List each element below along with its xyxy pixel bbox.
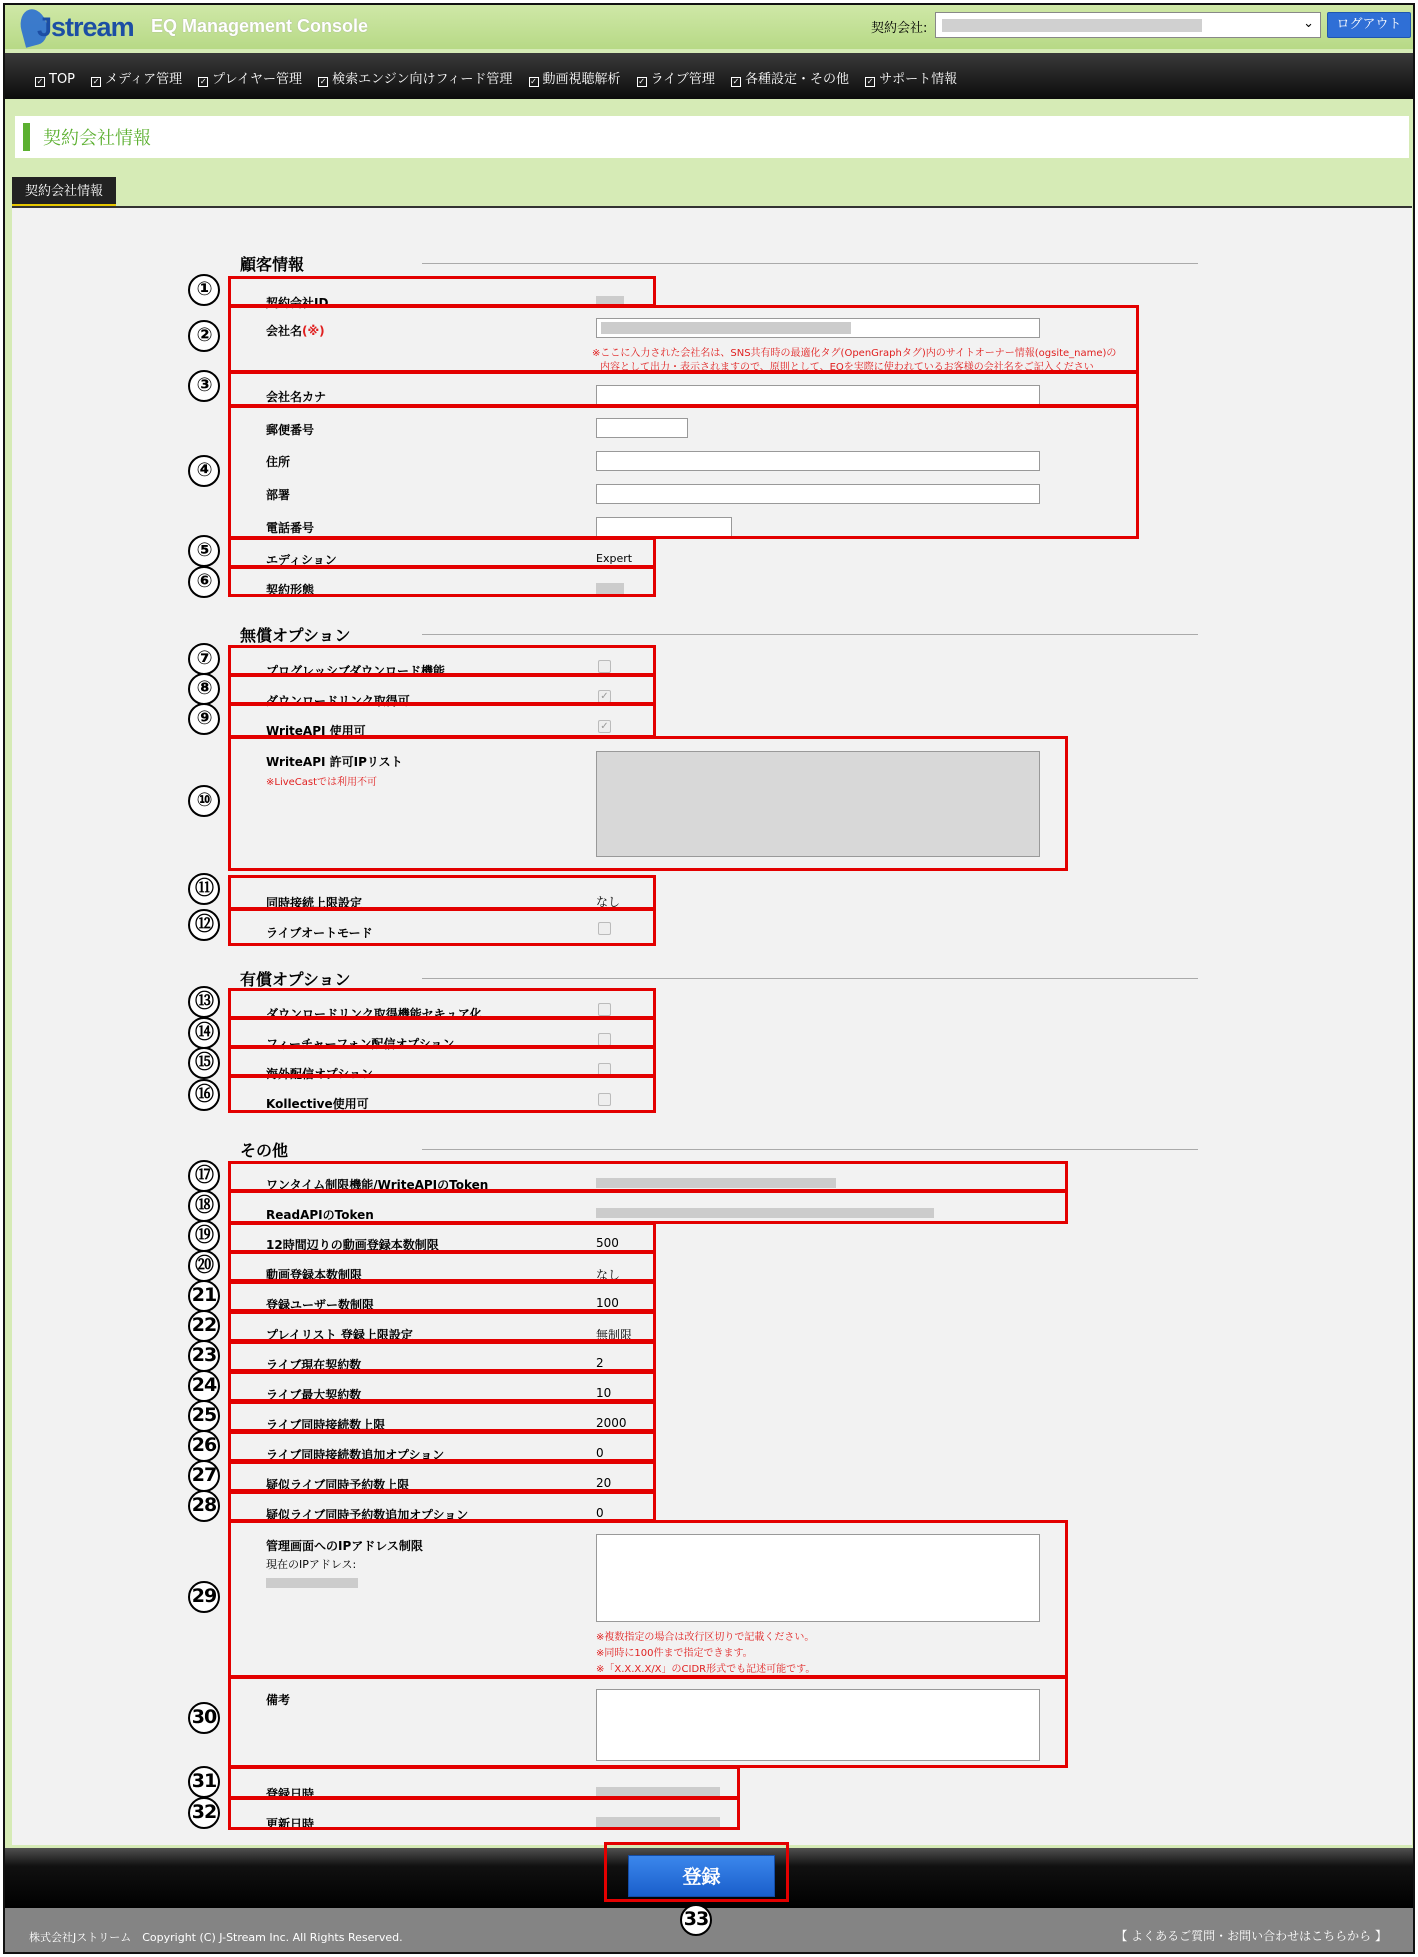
- marker-31: 31: [188, 1766, 220, 1798]
- user-limit-label: 登録ユーザー数制限: [266, 1298, 375, 1312]
- current-ip-label: 現在のIPアドレス:: [266, 1558, 357, 1571]
- annotation-box-4: [228, 405, 1139, 539]
- annotation-box-10: [228, 736, 1068, 871]
- register-button[interactable]: 登録: [628, 1855, 775, 1897]
- marker-30: 30: [188, 1702, 220, 1734]
- annotation-box-32: [228, 1797, 740, 1830]
- annotation-box-33: [604, 1842, 789, 1902]
- annotation-box-23: [228, 1341, 656, 1372]
- checkbox-icon: ✓: [866, 77, 874, 86]
- logo-text: Jstream: [37, 12, 134, 42]
- company-select-label: 契約会社:: [871, 21, 928, 36]
- live-max-value: 10: [596, 1386, 612, 1400]
- marker-16: ⑯: [188, 1079, 220, 1111]
- marker-19: ⑲: [188, 1220, 220, 1252]
- marker-13: ⑬: [188, 986, 220, 1018]
- nav-item-player[interactable]: ✓ プレイヤー管理: [199, 72, 303, 87]
- annotation-box-12: [228, 908, 656, 946]
- checkbox-icon: ✓: [319, 77, 327, 86]
- annotation-box-17: [228, 1161, 1068, 1192]
- company-name-note-2: 内容として出力・表示されますので、原則として、EQを実際に使われているお客様の会社名をご記入ください: [600, 362, 1094, 373]
- marker-29: 29: [188, 1581, 220, 1613]
- ip-note-1: ※複数指定の場合は改行区切りで記載ください。: [596, 1632, 815, 1643]
- live-concurrent-value: 2000: [596, 1416, 627, 1430]
- company-select-value-masked: [942, 19, 1202, 32]
- checkbox-icon: ✓: [92, 77, 100, 86]
- playlist-limit-label: プレイリスト 登録上限設定: [266, 1328, 413, 1342]
- live-concurrent-label: ライブ同時接続数上限: [266, 1418, 386, 1432]
- postal-code-label: 郵便番号: [266, 423, 315, 437]
- annotation-box-6: [228, 566, 656, 597]
- writeapi-label: WriteAPI 使用可: [266, 724, 366, 738]
- marker-5: ⑤: [188, 535, 220, 567]
- marker-20: ⑳: [188, 1250, 220, 1282]
- nav-item-settings[interactable]: ✓ 各種設定・その他: [732, 72, 849, 87]
- checkbox-icon: ✓: [638, 77, 645, 86]
- company-kana-label: 会社名カナ: [266, 390, 327, 404]
- section-title-free-options: 無償オプション: [240, 626, 351, 645]
- marker-14: ⑭: [188, 1017, 220, 1049]
- marker-15: ⑮: [188, 1047, 220, 1079]
- updated-label: 更新日時: [266, 1817, 315, 1831]
- annotation-box-15: [228, 1046, 656, 1077]
- section-title-customer: 顧客情報: [240, 255, 305, 274]
- annotation-box-20: [228, 1251, 656, 1282]
- annotation-box-7: [228, 645, 656, 676]
- onetime-token-label: ワンタイム制限機能/WriteAPIのToken: [266, 1178, 489, 1192]
- upload-limit-value: なし: [596, 1268, 621, 1282]
- checkbox-icon: ✓: [530, 77, 537, 86]
- live-auto-mode-label: ライブオートモード: [266, 926, 373, 940]
- checkbox-icon: ✓: [199, 77, 207, 86]
- concurrent-limit-label: 同時接続上限設定: [266, 896, 363, 910]
- download-link-label: ダウンロードリンク取得可: [266, 694, 410, 708]
- annotation-box-18: [228, 1190, 1068, 1224]
- concurrent-limit-value: なし: [596, 895, 621, 909]
- marker-4: ④: [188, 455, 220, 487]
- annotation-box-16: [228, 1075, 656, 1113]
- nav-item-support[interactable]: ✓ サポート情報: [866, 72, 958, 87]
- annotation-box-3: [228, 371, 1139, 407]
- upload-12h-label: 12時間辺りの動画登録本数制限: [266, 1238, 439, 1252]
- phone-label: 電話番号: [266, 521, 315, 535]
- created-label: 登録日時: [266, 1787, 315, 1801]
- jstream-logo: [15, 9, 135, 45]
- marker-9: ⑨: [188, 703, 220, 735]
- department-label: 部署: [266, 488, 291, 502]
- page-title: 契約会社情報: [43, 128, 151, 149]
- marker-28: 28: [188, 1490, 220, 1522]
- section-title-other: その他: [240, 1141, 289, 1160]
- upload-12h-value: 500: [596, 1236, 619, 1250]
- console-title: EQ Management Console: [151, 16, 369, 36]
- marker-12: ⑫: [188, 909, 220, 941]
- annotation-box-22: [228, 1311, 656, 1342]
- annotation-box-11: [228, 875, 656, 910]
- nav-item-feed[interactable]: ✓ 検索エンジン向けフィード管理: [319, 72, 513, 87]
- live-concurrent-add-label: ライブ同時接続数追加オプション: [266, 1448, 445, 1462]
- annotation-box-9: [228, 703, 656, 738]
- section-divider: [422, 263, 1198, 264]
- marker-10: ⑩: [188, 785, 220, 817]
- nav-item-analytics[interactable]: ✓ 動画視聴解析: [530, 72, 621, 87]
- marker-17: ⑰: [188, 1160, 220, 1192]
- tab-contract-info[interactable]: 契約会社情報: [12, 177, 116, 207]
- section-divider: [422, 978, 1198, 979]
- chevron-down-icon: ⌄: [1303, 16, 1314, 31]
- annotation-box-28: [228, 1491, 656, 1522]
- ip-note-2: ※同時に100件まで指定できます。: [596, 1648, 753, 1659]
- annotation-box-14: [228, 1017, 656, 1048]
- annotation-box-31: [228, 1766, 740, 1799]
- marker-22: 22: [188, 1310, 220, 1342]
- annotation-box-13: [228, 988, 656, 1019]
- marker-8: ⑧: [188, 673, 220, 705]
- contract-type-label: 契約形態: [266, 583, 315, 597]
- marker-3: ③: [188, 370, 220, 402]
- edition-value: Expert: [596, 552, 633, 565]
- upload-limit-label: 動画登録本数制限: [266, 1268, 363, 1282]
- overseas-label: 海外配信オプション: [266, 1067, 373, 1081]
- company-name-label: 会社名(※): [266, 324, 325, 338]
- progressive-download-label: プログレッシブダウンロード機能: [266, 664, 446, 678]
- nav-item-top[interactable]: ✓ TOP: [36, 72, 76, 87]
- live-concurrent-add-value: 0: [596, 1446, 604, 1460]
- heading-accent-bar: [23, 123, 30, 151]
- writeapi-ip-label: WriteAPI 許可IPリスト: [266, 755, 403, 769]
- company-select[interactable]: [935, 12, 1321, 38]
- contract-id-label: 契約会社ID: [266, 296, 329, 310]
- nav-item-media[interactable]: ✓ メディア管理: [92, 72, 183, 87]
- marker-18: ⑱: [188, 1190, 220, 1222]
- pseudo-live-add-value: 0: [596, 1506, 604, 1520]
- user-limit-value: 100: [596, 1296, 619, 1310]
- marker-21: 21: [188, 1280, 220, 1312]
- annotation-box-8: [228, 674, 656, 705]
- section-divider: [422, 1149, 1198, 1150]
- annotation-box-2: [228, 305, 1139, 373]
- checkbox-icon: ✓: [732, 77, 740, 86]
- annotation-box-21: [228, 1281, 656, 1312]
- copyright: 株式会社Jストリーム Copyright (C) J-Stream Inc. All Rights Reserved.: [29, 1931, 403, 1944]
- marker-27: 27: [188, 1460, 220, 1492]
- faq-contact-link[interactable]: 【 よくあるご質問・お問い合わせはこちらから 】: [1115, 1929, 1387, 1943]
- marker-25: 25: [188, 1400, 220, 1432]
- marker-11: ⑪: [188, 873, 220, 905]
- marker-33: 33: [680, 1904, 712, 1936]
- pseudo-live-value: 20: [596, 1476, 612, 1490]
- pseudo-live-label: 疑似ライブ同時予約数上限: [266, 1478, 410, 1492]
- readapi-token-label: ReadAPIのToken: [266, 1208, 374, 1222]
- ip-restrict-label: 管理画面へのIPアドレス制限: [266, 1539, 423, 1553]
- marker-6: ⑥: [188, 566, 220, 598]
- feature-phone-label: フィーチャーフォン配信オプション: [266, 1037, 455, 1051]
- remarks-label: 備考: [266, 1693, 291, 1707]
- annotation-box-19: [228, 1222, 656, 1253]
- annotation-box-5: [228, 537, 656, 568]
- annotation-box-26: [228, 1431, 656, 1462]
- annotation-box-29: [228, 1520, 1068, 1678]
- annotation-box-27: [228, 1461, 656, 1492]
- marker-32: 32: [188, 1797, 220, 1829]
- download-secure-label: ダウンロードリンク取得機能セキュア化: [266, 1007, 482, 1021]
- live-current-value: 2: [596, 1356, 604, 1370]
- marker-24: 24: [188, 1370, 220, 1402]
- top-header: [5, 5, 1413, 49]
- download-link-checkbox[interactable]: ✓: [598, 690, 611, 703]
- annotation-box-25: [228, 1401, 656, 1432]
- live-current-label: ライブ現在契約数: [266, 1358, 362, 1372]
- page-heading: [15, 116, 1409, 158]
- kollective-label: Kollective使用可: [266, 1097, 369, 1111]
- address-label: 住所: [266, 455, 291, 469]
- pseudo-live-add-label: 疑似ライブ同時予約数追加オプション: [266, 1508, 469, 1522]
- marker-23: 23: [188, 1340, 220, 1372]
- annotation-box-24: [228, 1371, 656, 1402]
- annotation-box-30: [228, 1676, 1068, 1768]
- company-name-note-1: ※ここに入力された会社名は、SNS共有時の最適化タグ(OpenGraphタグ)内のサイトオーナー情報(ogsite_name)の: [592, 348, 1117, 359]
- logout-button[interactable]: ログアウト: [1327, 12, 1411, 38]
- ip-note-3: ※「X.X.X.X/X」のCIDR形式でも記述可能です。: [596, 1664, 816, 1675]
- checkbox-icon: ✓: [36, 77, 44, 86]
- marker-2: ②: [188, 320, 220, 352]
- section-title-paid-options: 有償オプション: [240, 970, 351, 989]
- live-max-label: ライブ最大契約数: [266, 1388, 362, 1402]
- writeapi-ip-note: ※LiveCastでは利用不可: [266, 777, 378, 788]
- annotation-box-1: [228, 276, 656, 307]
- edition-label: エディション: [266, 553, 337, 567]
- nav-item-live[interactable]: ✓ ライブ管理: [638, 72, 715, 87]
- marker-26: 26: [188, 1430, 220, 1462]
- section-divider: [422, 634, 1198, 635]
- marker-1: ①: [188, 274, 220, 306]
- playlist-limit-value: 無制限: [596, 1328, 633, 1342]
- main-nav: [5, 53, 1413, 99]
- writeapi-checkbox[interactable]: ✓: [598, 720, 611, 733]
- marker-7: ⑦: [188, 643, 220, 675]
